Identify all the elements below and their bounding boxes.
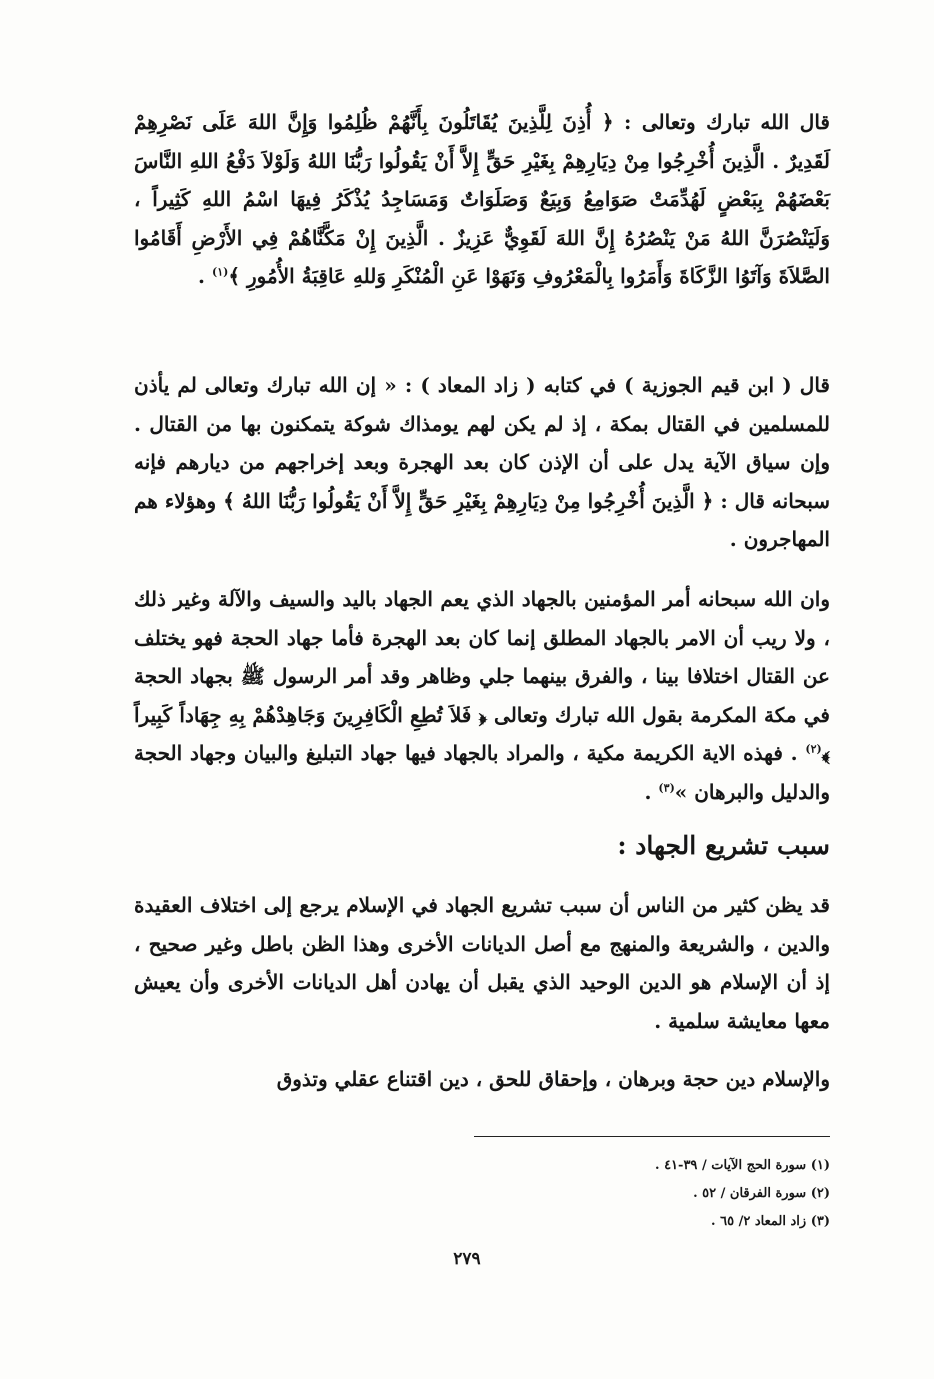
section-heading: سبب تشريع الجهاد :: [617, 831, 830, 860]
footnote-item: (٣) زاد المعاد ٢/ ٦٥ .: [711, 1214, 830, 1229]
paragraph-jihad-types: [134, 580, 830, 811]
paragraph-tail: .: [644, 779, 659, 804]
footnote-item: (١) سورة الحج الآيات / ٣٩-٤١ .: [655, 1158, 830, 1173]
paragraph-ibn-qayyim: [134, 366, 830, 559]
footnote-ref: (١): [211, 265, 229, 279]
paragraph-text: قال ( ابن قيم الجوزية ) في كتابه ( زاد المعاد ) : « إن الله تبارك وتعالى لم يأذن للمسلمين في القتال بمكة ، إذ لم يكن لهم يومذاك شوكة يتمكنون بها من القتال . وإن سياق الآية يدل على أن الإذن كان بعد الهجرة وبعد إخراجهم من ديارهم فإنه سبحانه قال : ﴿ الَّذِينَ أُخْرِجُوا مِنْ دِيَارِهِمْ بِغَيْرِ حَقٍّ إِلاَّ أَنْ يَقُولُوا رَبُّنَا اللهُ ﴾ وهؤلاء هم المهاجرون .: [134, 373, 831, 551]
footnote-item: (٢) سورة الفرقان / ٥٢ .: [693, 1186, 830, 1201]
footnote-divider: [474, 1136, 830, 1137]
paragraph-tail: .: [198, 264, 212, 288]
paragraph-text: وان الله سبحانه أمر المؤمنين بالجهاد الذي يعم الجهاد باليد والسيف والآلة وغير ذلك ، ولا ريب أن الامر بالجهاد المطلق إنما كان بعد الهجرة فأما جهاد الحجة فهو يختلف عن القتال اختلافا بينا ، والفرق بينهما جلي وظاهر وقد أمر الرسول ﷺ بجهاد الحجة في مكة المكرمة بقول الله تبارك وتعالى ﴿ فَلاَ تُطِعِ الْكَافِرِينَ وَجَاهِدْهُمْ بِهِ جِهَاداً كَبِيراً ﴾: [134, 587, 830, 765]
paragraph-text: قال الله تبارك وتعالى : ﴿ أُذِنَ لِلَّذِينَ يُقَاتَلُونَ بِأَنَّهُمْ ظُلِمُوا وَإِنَّ اللهَ عَلَى نَصْرِهِمْ لَقَدِيرٌ . الَّذِينَ أُخْرِجُوا مِنْ دِيَارِهِمْ بِغَيْرِ حَقٍّ إِلاَّ أَنْ يَقُولُوا رَبُّنَا اللهُ وَلَوْلاَ دَفْعُ اللهِ النَّاسَ بَعْضَهُمْ بِبَعْضٍ لَهُدِّمَتْ صَوَامِعُ وَبِيَعٌ وَصَلَوَاتٌ وَمَسَاجِدُ يُذْكَرُ فِيهَا اسْمُ اللهِ كَثِيراً ، وَلَيَنْصُرَنَّ اللهُ مَنْ يَنْصُرُهُ إِنَّ اللهَ لَقَوِيٌّ عَزِيزٌ . الَّذِينَ إِنْ مَكَّنَّاهُمْ فِي الأَرْضِ أَقَامُوا الصَّلاَةَ وَآتَوُا الزَّكَاةَ وَأَمَرُوا بِالْمَعْرُوفِ وَنَهَوْا عَنِ الْمُنْكَرِ وَللهِ عَاقِبَةُ الأُمُورِ ﴾: [134, 110, 830, 288]
paragraph-quran-quote: [134, 103, 830, 296]
footnote-ref: (٢): [805, 742, 822, 756]
footnotes-list: [655, 1152, 830, 1236]
paragraph-islam-proof: والإسلام دين حجة وبرهان ، وإحقاق للحق ، دين اقتناع عقلي وتذوق: [276, 1067, 830, 1091]
page-number: ٢٧٩: [453, 1249, 481, 1269]
footnote-ref: (٣): [658, 780, 675, 794]
paragraph-tail: . فهذه الاية الكريمة مكية ، والمراد بالجهاد فيها جهاد التبليغ والبيان وجهاد الحجة والدليل والبرهان »: [134, 741, 830, 804]
paragraph-misconception: قد يظن كثير من الناس أن سبب تشريع الجهاد في الإسلام يرجع إلى اختلاف العقيدة والدين ، والشريعة والمنهج مع أصل الديانات الأخرى وهذا الظن باطل وغير صحيح ، إذ أن الإسلام هو الدين الوحيد الذي يقبل أن يهادن أهل الديانات الأخرى وأن يعيش معها معايشة سلمية .: [134, 893, 830, 1033]
